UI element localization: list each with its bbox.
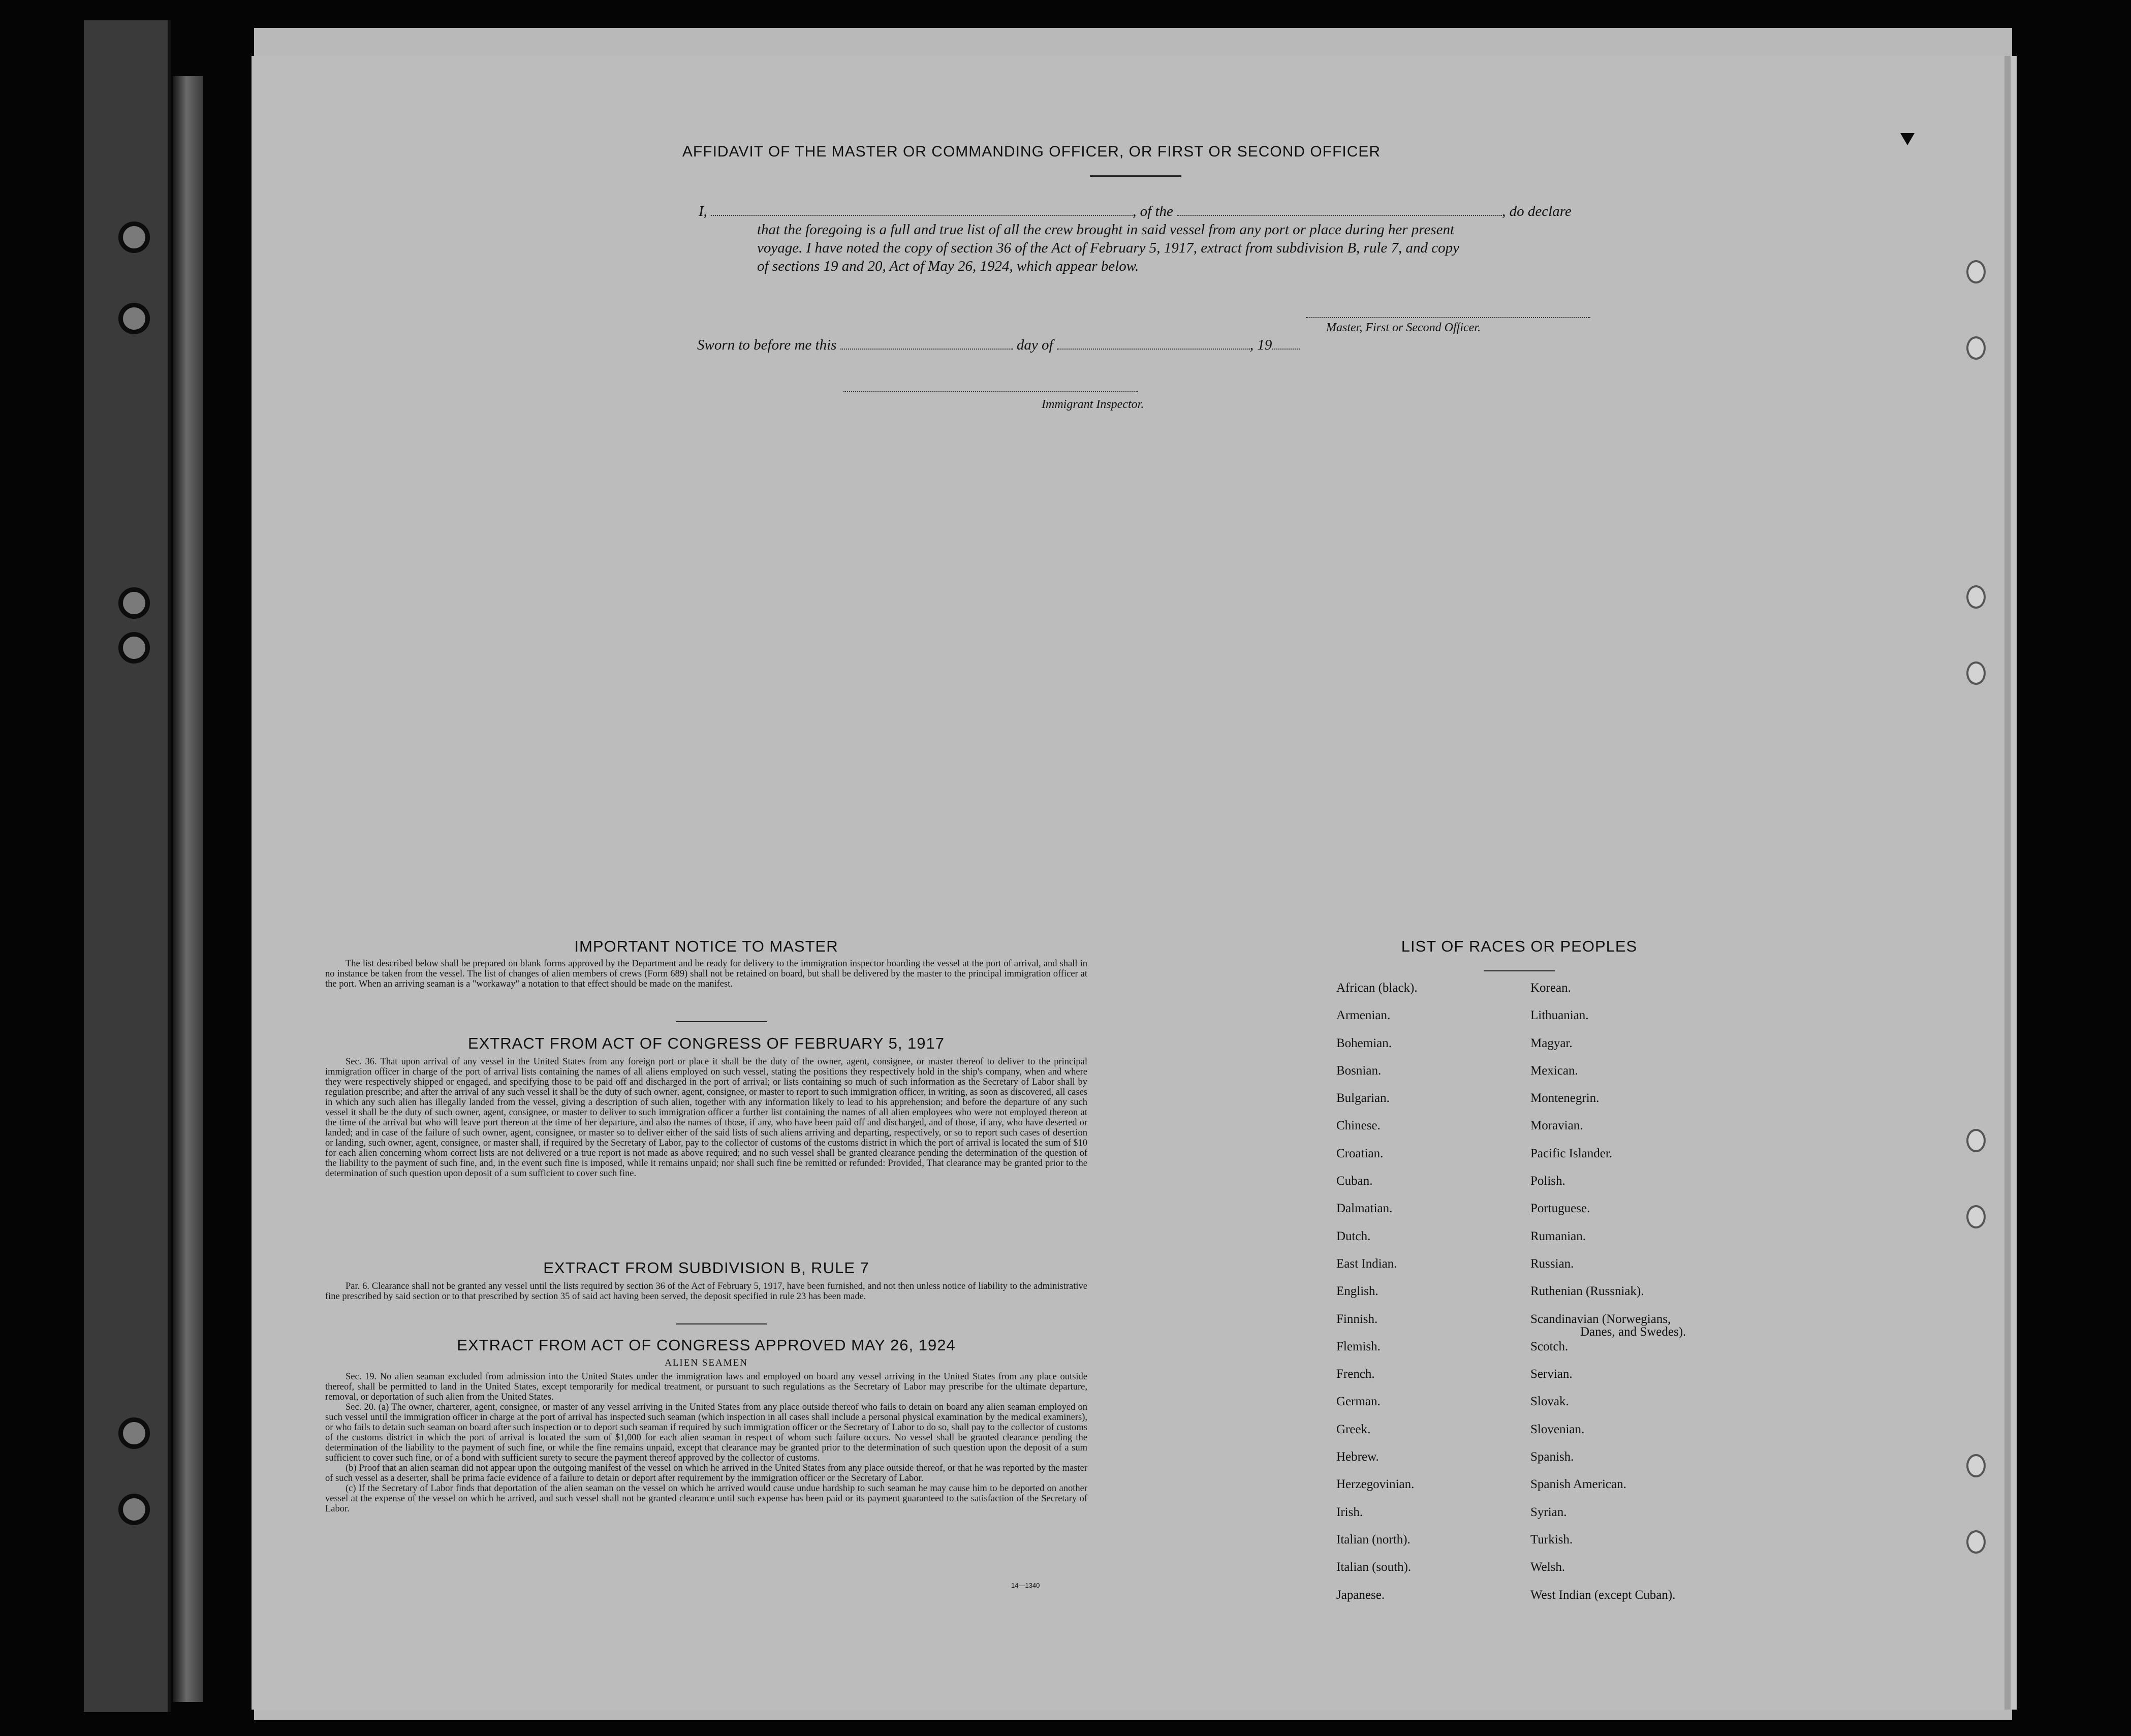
declaration-line-4: of sections 19 and 20, Act of May 26, 1924, which appear below. xyxy=(757,258,1139,274)
race-item: Cuban. xyxy=(1336,1174,1373,1188)
inspector-label: Immigrant Inspector. xyxy=(1042,398,1144,411)
sworn-statement xyxy=(697,336,1300,354)
binding-ring xyxy=(118,587,150,619)
race-item: African (black). xyxy=(1336,981,1418,995)
punch-hole xyxy=(1966,1129,1986,1152)
race-item: Herzegovinian. xyxy=(1336,1477,1415,1492)
punch-hole xyxy=(1966,1454,1986,1477)
race-item: Welsh. xyxy=(1530,1560,1565,1574)
sec-20c-paragraph: (c) If the Secretary of Labor finds that deportation of the alien seaman on the vessel on which he arrived would cause undue hardship to such seaman he may cause him to be deported on another vessel at the expense of the vessel on which he arrived, and such vessel shall not be granted clearance until such expense has been paid or its payment guaranteed to the satisfaction of the Secretary of Labor. xyxy=(325,1484,1087,1514)
race-item: French. xyxy=(1336,1367,1375,1381)
punch-hole xyxy=(1966,260,1986,283)
race-item: Scotch. xyxy=(1530,1339,1569,1353)
declaration-line-3: voyage. I have noted the copy of section 36 of the Act of February 5, 1917, extract from subdivision B, rule 7, and copy xyxy=(757,240,1460,256)
rule-7-paragraph: Par. 6. Clearance shall not be granted any vessel until the lists required by section 36 of the Act of February 5, 1917, have been furnished, and not then unless notice of liability to the administrative fine prescribed by said section or to that prescribed by section 35 of said act having been served, the deposit specified in rule 23 has been made. xyxy=(325,1281,1087,1302)
race-item: Scandinavian (Norwegians, xyxy=(1530,1312,1671,1326)
notice-title: IMPORTANT NOTICE TO MASTER xyxy=(574,937,838,955)
race-item: Armenian. xyxy=(1336,1008,1391,1023)
alien-seamen-subtitle: ALIEN SEAMEN xyxy=(665,1358,748,1368)
sec-20b-paragraph: (b) Proof that an alien seaman did not appear upon the outgoing manifest of the vessel on which he arrived in the United States from any place outside thereof, or that he was reported by the master of such vessel as a deserter, shall be prima facie evidence of a failure to detain or deport after requirement by the immigration officer or the Secretary of Labor. xyxy=(325,1463,1087,1484)
punch-hole xyxy=(1966,585,1986,609)
race-item: Mexican. xyxy=(1530,1063,1578,1078)
race-item: Ruthenian (Russniak). xyxy=(1530,1284,1644,1299)
race-item: Irish. xyxy=(1336,1505,1363,1519)
race-item: Dutch. xyxy=(1336,1229,1371,1243)
affidavit-title: AFFIDAVIT OF THE MASTER OR COMMANDING OFFICER, OR FIRST OR SECOND OFFICER xyxy=(682,143,1381,160)
race-item: Portuguese. xyxy=(1530,1202,1590,1216)
inspector-signature-line[interactable] xyxy=(843,391,1138,392)
race-item: Magyar. xyxy=(1530,1036,1573,1050)
signature-line[interactable] xyxy=(1306,317,1590,318)
notice-section xyxy=(325,937,1087,989)
race-item: Chinese. xyxy=(1336,1119,1381,1133)
rule-7-section xyxy=(325,1259,1087,1302)
race-item: Rumanian. xyxy=(1530,1229,1586,1243)
sworn-text: Sworn to before me this xyxy=(697,337,837,353)
corner-mark-icon xyxy=(1900,133,1915,145)
declaration-text xyxy=(696,202,1626,275)
year-prefix: , 19 xyxy=(1249,337,1272,353)
section-divider xyxy=(676,1021,767,1022)
race-item: Syrian. xyxy=(1530,1505,1567,1519)
declaration-i: I, xyxy=(699,203,707,219)
rule-7-text xyxy=(325,1281,1087,1302)
race-item: Finnish. xyxy=(1336,1312,1378,1326)
race-item: Montenegrin. xyxy=(1530,1091,1600,1106)
race-item: Slovak. xyxy=(1530,1395,1569,1409)
race-item: Dalmatian. xyxy=(1336,1202,1393,1216)
signature-label: Master, First or Second Officer. xyxy=(1326,321,1481,334)
punch-hole xyxy=(1966,336,1986,360)
race-item-continuation: Danes, and Swedes). xyxy=(1580,1325,1686,1339)
section-divider xyxy=(676,1323,767,1324)
race-item: Greek. xyxy=(1336,1422,1371,1436)
race-item: Slovenian. xyxy=(1530,1422,1585,1436)
race-item: Hebrew. xyxy=(1336,1450,1379,1464)
vessel-field[interactable] xyxy=(1177,203,1502,216)
act-1917-paragraph: Sec. 36. That upon arrival of any vessel in the United States from any foreign port or place it shall be the duty of the owner, agent, consignee, or master thereof to deliver to the principal immigration officer in charge of the port of arrival lists containing the names of all aliens employed on such vessel, stating the positions they respectively hold in the ship's company, when and where they were respectively shipped or engaged, and specifying those to be paid off and discharged in the port of arrival; or lists containing so much of such information as the Secretary of Labor shall by regulation prescribe; and after the arrival of any such vessel it shall be the duty of such owner, agent, consignee, or master to report to such immigration officer, in writing, as soon as discovered, all cases in which any such alien has illegally landed from the vessel, giving a description of such alien, together with any information likely to lead to his apprehension; and before the departure of any such vessel it shall be the duty of such owner, agent, consignee, or master to deliver to such immigration officer a further list containing the names of all alien employees who were not employed thereon at the time of the arrival but who will leave port thereon at the time of her departure, and also the names of those, if any, who have been paid off and discharged, and of those, if any, who have deserted or landed; and in case of the failure of such owner, agent, consignee, or master so to deliver either of the said lists of such aliens arriving and departing, respectively, or so to report such cases of desertion or landing, such owner, agent, consignee, or master shall, if required by the Secretary of Labor, pay to the collector of customs of the customs district in which the port of arrival is located the sum of $10 for each alien concerning whom correct lists are not delivered or a true report is not made as above required; and no such vessel shall be granted clearance pending the determination of the question of the liability to the payment of such fine, and, in the event such fine is imposed, while it remains unpaid; nor shall such fine be remitted or refunded: Provided, That clearance may be granted prior to the determination of such question upon deposit of a sum sufficient to cover such fine. xyxy=(325,1057,1087,1179)
rule-7-title: EXTRACT FROM SUBDIVISION B, RULE 7 xyxy=(543,1259,869,1277)
declaration-of-the: , of the xyxy=(1133,203,1173,219)
binding-ring xyxy=(118,632,150,664)
day-field[interactable] xyxy=(840,336,1013,350)
race-item: Lithuanian. xyxy=(1530,1008,1589,1023)
year-field[interactable] xyxy=(1272,336,1300,350)
race-item: Servian. xyxy=(1530,1367,1573,1381)
race-item: English. xyxy=(1336,1284,1378,1299)
act-1917-title: EXTRACT FROM ACT OF CONGRESS OF FEBRUARY 5, 1917 xyxy=(467,1034,945,1052)
month-field[interactable] xyxy=(1057,336,1250,350)
ledger-binding xyxy=(84,20,171,1712)
punch-hole xyxy=(1966,1205,1986,1228)
sec-20a-paragraph: Sec. 20. (a) The owner, charterer, agent, consignee, or master of any vessel arriving in the United States from any place outside thereof who fails to detain on board any alien seaman employed on such vessel until the immigration officer in charge at the port of arrival has inspected such seaman (which inspection in all cases shall include a personal physical examination by the medical examiners), or who fails to detain such seaman on board after such inspection or to deport such seaman if required by such immigration officer or the Secretary of Labor to do so, shall pay to the collector of customs of the customs district in which the port of arrival is located the sum of $1,000 for each alien seaman in respect of whom such failure occurs. No vessel shall be granted clearance pending the determination of the liability to the payment of such fine, or while the fine remains unpaid, except that clearance may be granted prior to the determination of such question upon the deposit of a sum sufficient to cover such fine, or of a bond with sufficient surety to secure the payment thereof approved by the collector of customs. xyxy=(325,1402,1087,1463)
race-item: Spanish. xyxy=(1530,1450,1574,1464)
race-item: Italian (north). xyxy=(1336,1532,1411,1546)
declaration-line-2: that the foregoing is a full and true list of all the crew brought in said vessel from any port or place during her present xyxy=(757,222,1455,238)
form-number: 14—1340 xyxy=(1011,1582,1040,1589)
race-item: Croatian. xyxy=(1336,1146,1384,1160)
day-of-text: day of xyxy=(1016,337,1053,353)
name-field[interactable] xyxy=(711,203,1133,216)
binding-edge xyxy=(173,76,203,1702)
race-item: Polish. xyxy=(1530,1174,1565,1188)
race-item: Moravian. xyxy=(1530,1119,1583,1133)
race-item: East Indian. xyxy=(1336,1256,1397,1271)
race-item: Japanese. xyxy=(1336,1588,1385,1602)
race-item: Russian. xyxy=(1530,1256,1574,1271)
declaration-do-declare: , do declare xyxy=(1502,203,1572,219)
race-item: Flemish. xyxy=(1336,1339,1381,1353)
binding-ring xyxy=(118,1417,150,1449)
races-column-2 xyxy=(1530,982,1675,1616)
binding-ring xyxy=(118,303,150,334)
act-1924-section xyxy=(325,1336,1087,1514)
sec-19-paragraph: Sec. 19. No alien seaman excluded from admission into the United States under the immigration laws and employed on board any vessel arriving in the United States from any place outside thereof, shall be permitted to land in the United States, except temporarily for medical treatment, or pursuant to such regulations as the Secretary of Labor may prescribe for the ultimate departure, removal, or deportation of such alien from the United States. xyxy=(325,1372,1087,1402)
act-1924-title: EXTRACT FROM ACT OF CONGRESS APPROVED MAY 26, 1924 xyxy=(457,1336,956,1354)
race-item: Bosnian. xyxy=(1336,1063,1382,1078)
act-1917-section xyxy=(325,1034,1087,1179)
notice-text xyxy=(325,959,1087,989)
act-1924-text xyxy=(325,1372,1087,1514)
race-item: Turkish. xyxy=(1530,1532,1573,1546)
races-column-1 xyxy=(1336,982,1418,1616)
binding-ring xyxy=(118,222,150,253)
races-title: LIST OF RACES OR PEOPLES xyxy=(1401,937,1638,955)
title-divider xyxy=(1090,175,1181,177)
race-item: Spanish American. xyxy=(1530,1477,1626,1492)
race-item: Italian (south). xyxy=(1336,1560,1412,1574)
races-divider xyxy=(1484,970,1555,971)
race-item: Bulgarian. xyxy=(1336,1091,1390,1106)
race-item: Korean. xyxy=(1530,981,1571,995)
punch-hole xyxy=(1966,1530,1986,1554)
declaration-line-1 xyxy=(696,202,1626,220)
notice-paragraph: The list described below shall be prepared on blank forms approved by the Department and be ready for delivery to the immigration inspector boarding the vessel at the port of arrival, and shall in no instance be taken from the vessel. The list of changes of alien members of crews (Form 689) shall not be retained on board, but shall be delivered by the master to the principal immigration officer at the port. When an arriving seaman is a "workaway" a notation to that effect should be made on the manifest. xyxy=(325,959,1087,989)
race-item: German. xyxy=(1336,1395,1381,1409)
race-item: West Indian (except Cuban). xyxy=(1530,1588,1676,1602)
race-item: Pacific Islander. xyxy=(1530,1146,1613,1160)
race-item: Bohemian. xyxy=(1336,1036,1392,1050)
act-1917-text xyxy=(325,1057,1087,1179)
punch-hole xyxy=(1966,661,1986,685)
binding-ring xyxy=(118,1494,150,1525)
